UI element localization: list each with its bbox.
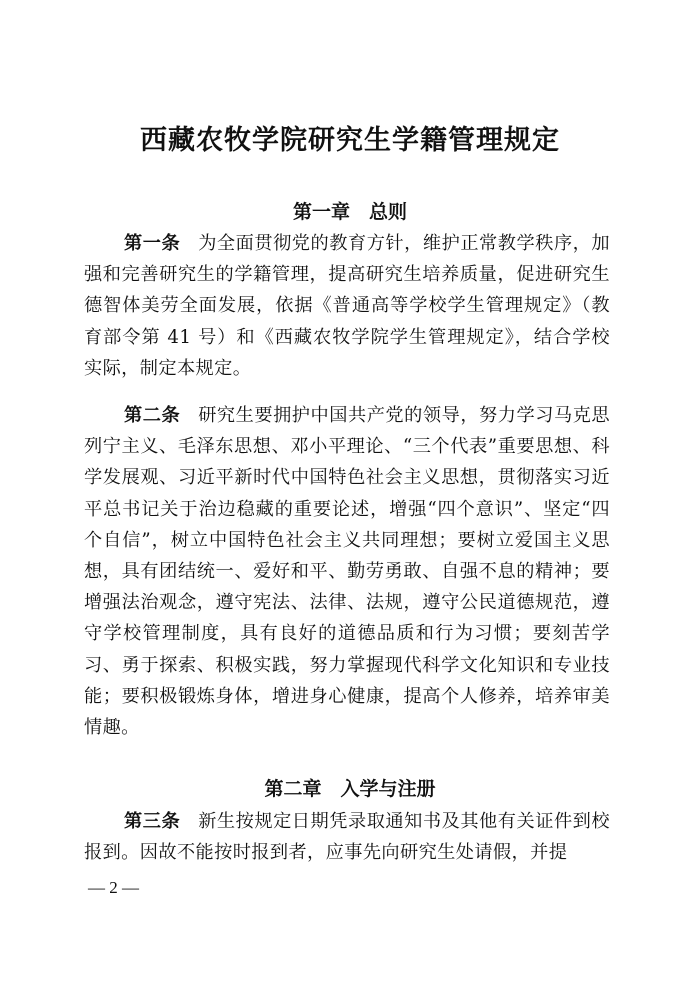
article-text: 为全面贯彻党的教育方针，维护正常教学秩序，加强和完善研究生的学籍管理，提高研究生培养质量，促进研究生德智体美劳全面发展，依据《普通高等学校学生管理规定》（教育部令第 41 号）和《西藏农牧学院学生管理规定》，结合学校实际，制定本规定。: [84, 233, 610, 379]
article-3: [84, 806, 610, 868]
document-title: 西藏农牧学院研究生学籍管理规定: [140, 125, 560, 156]
chapter-heading-enrollment: 第二章 入学与注册: [264, 778, 436, 800]
chapter-heading-general: 第一章 总则: [292, 201, 407, 223]
article-text: 新生按规定日期凭录取通知书及其他有关证件到校报到。因故不能按时报到者，应事先向研究生处请假，并提: [84, 811, 610, 864]
article-label: 第二条: [124, 405, 181, 426]
article-1: [84, 228, 610, 384]
article-2: [84, 400, 610, 743]
article-label: 第一条: [124, 233, 181, 254]
article-text: 研究生要拥护中国共产党的领导，努力学习马克思列宁主义、毛泽东思想、邓小平理论、“三个代表”重要思想、科学发展观、习近平新时代中国特色社会主义思想，贯彻落实习近平总书记关于治边稳藏的重要论述，增强“四个意识”、坚定“四个自信”，树立中国特色社会主义共同理想；要树立爱国主义思想，具有团结统一、爱好和平、勤劳勇敢、自强不息的精神；要增强法治观念，遵守宪法、法律、法规，遵守公民道德规范，遵守学校管理制度，具有良好的道德品质和行为习惯；要刻苦学习、勇于探索、积极实践，努力掌握现代科学文化知识和专业技能；要积极锻炼身体，增进身心健康，提高个人修养，培养审美情趣。: [84, 405, 610, 739]
page-number: — 2 —: [88, 878, 139, 897]
article-label: 第三条: [124, 811, 181, 832]
